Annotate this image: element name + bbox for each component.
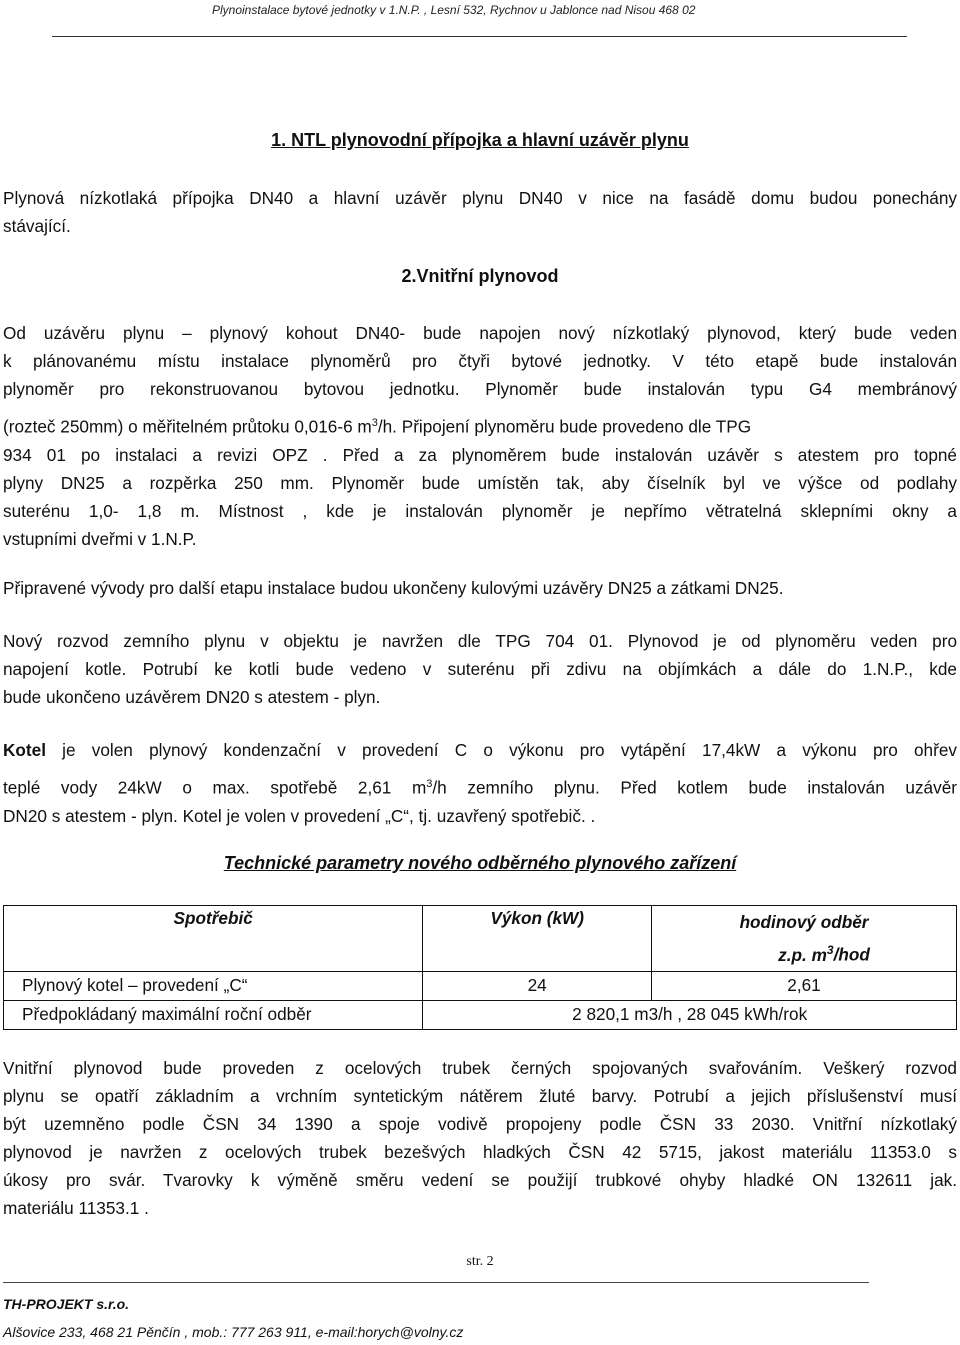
table-cell: 2 820,1 m3/h , 28 045 kWh/rok (423, 1000, 957, 1029)
text-line: 934 01 po instalaci a revizi OPZ . Před a za plynoměrem bude instalován uzávěr s atestem pro topné (3, 444, 957, 465)
text-segment: teplé vody 24kW o max. spotřebě 2,61 m (3, 777, 427, 798)
superscript: 3 (371, 417, 378, 429)
bold-term: Kotel (3, 740, 46, 760)
section-3-paragraph (3, 1054, 957, 1222)
section-1-paragraph (3, 184, 957, 240)
table-row (4, 1000, 957, 1029)
text-line: DN20 s atestem - plyn. Kotel je volen v provedení „C“, tj. uzavřený spotřebič. . (3, 805, 596, 826)
text-line: Plynová nízkotlaká přípojka DN40 a hlavní uzávěr plynu DN40 v nice na fasádě domu budou ponechány (3, 188, 957, 208)
section-2-paragraph-1 (3, 319, 957, 553)
params-table (3, 905, 957, 1030)
text-segment: /h. Připojení plynoměru bude provedeno dle TPG (377, 416, 752, 437)
header-line: hodinový odběr (739, 912, 869, 932)
column-header-appliance: Spotřebič (4, 906, 423, 972)
text-line: suterénu 1,0- 1,8 m. Místnost , kde je instalován plynoměr je nepřímo větratelná sklepními okny a (3, 500, 957, 521)
text-line: plynu se opatří základním a vrchním syntetickým nátěrem žluté barvy. Potrubí a jejich příslušenství musí (3, 1086, 957, 1106)
text-line (3, 409, 957, 441)
section-1-heading: 1. NTL plynovodní přípojka a hlavní uzávěr plynu (271, 130, 689, 150)
section-2-paragraph-3 (3, 627, 957, 711)
column-header-power: Výkon (kW) (423, 906, 652, 972)
table-header-row (4, 906, 957, 972)
text-line: Připravené vývody pro další etapu instalace budou ukončeny kulovými uzávěry DN25 a zátkami DN25. (3, 578, 784, 598)
text-line: úkosy pro svár. Tvarovky k výměně směru vedení se použijí trubkové ohyby hladké ON 132611 jak. (3, 1170, 957, 1190)
text-line: vstupními dveřmi v 1.N.P. (3, 528, 197, 549)
section-2-paragraph-4 (3, 736, 957, 830)
table-cell: 2,61 (652, 971, 957, 1000)
text-line: Nový rozvod zemního plynu v objektu je navržen dle TPG 704 01. Plynovod je od plynoměru veden pro (3, 631, 957, 651)
superscript: 3 (826, 943, 834, 957)
table-cell: Předpokládaný maximální roční odběr (4, 1000, 423, 1029)
company-name: TH-PROJEKT s.r.o. (3, 1296, 130, 1312)
section-2-heading: 2.Vnitřní plynovod (401, 266, 559, 286)
footer-divider (3, 1282, 869, 1283)
page-header: Plynoinstalace bytové jednotky v 1.N.P. , Lesní 532, Rychnov u Jablonce nad Nisou 468 02 (212, 3, 696, 17)
text-line: bude ukončeno uzávěrem DN20 s atestem - plyn. (3, 687, 381, 707)
text-segment: (rozteč 250mm) o měřitelném průtoku 0,016-6 m (3, 416, 372, 437)
text-segment: je volen plynový kondenzační v provedení C o výkonu pro vytápění 17,4kW a výkonu pro ohřev (45, 740, 957, 760)
text-line: plynovod je navržen z ocelových trubek bezešvých hladkých ČSN 42 5715, jakost materiálu 11353.0 s (3, 1142, 957, 1162)
column-header-consumption (652, 906, 957, 972)
page-number: str. 2 (466, 1254, 494, 1269)
text-line: materiálu 11353.1 . (3, 1198, 149, 1218)
header-line: /hod (833, 944, 870, 965)
text-line: k plánovanému místu instalace plynoměrů pro čtyři bytové jednotky. V této etapě bude instalován (3, 351, 957, 371)
table-row (4, 971, 957, 1000)
text-line: plynoměr pro rekonstruovanou bytovou jednotku. Plynoměr bude instalován typu G4 membránový (3, 379, 957, 399)
text-line: plyny DN25 a rozpěrka 250 mm. Plynoměr bude umístěn tak, aby číselník byl ve výšce od podlahy (3, 472, 957, 493)
text-line: být uzemněno podle ČSN 34 1390 a spoje vodivě propojeny podle ČSN 33 2030. Vnitřní nízkotlaký (3, 1114, 957, 1134)
params-title: Technické parametry nového odběrného plynového zařízení (223, 853, 737, 873)
table-cell: 24 (423, 971, 652, 1000)
text-line: stávající. (3, 216, 71, 236)
superscript: 3 (426, 778, 433, 790)
text-line (3, 736, 957, 764)
company-address: Alšovice 233, 468 21 Pěnčín , mob.: 777 263 911, e-mail:horych@volny.cz (3, 1324, 464, 1340)
section-2-paragraph-2 (3, 574, 957, 602)
header-line: z.p. m (778, 944, 827, 965)
text-line: Vnitřní plynovod bude proveden z ocelových trubek černých spojovaných svařováním. Veškerý rozvod (3, 1058, 957, 1078)
table-cell: Plynový kotel – provedení „C“ (4, 971, 423, 1000)
text-line: Od uzávěru plynu – plynový kohout DN40- bude napojen nový nízkotlaký plynovod, který bude veden (3, 323, 957, 343)
text-segment: /h zemního plynu. Před kotlem bude instalován uzávěr (432, 777, 957, 798)
text-line (3, 770, 957, 802)
header-divider (52, 36, 907, 37)
text-line: napojení kotle. Potrubí ke kotli bude vedeno v suterénu při zdivu na objímkách a dále do 1.N.P., kde (3, 659, 957, 679)
